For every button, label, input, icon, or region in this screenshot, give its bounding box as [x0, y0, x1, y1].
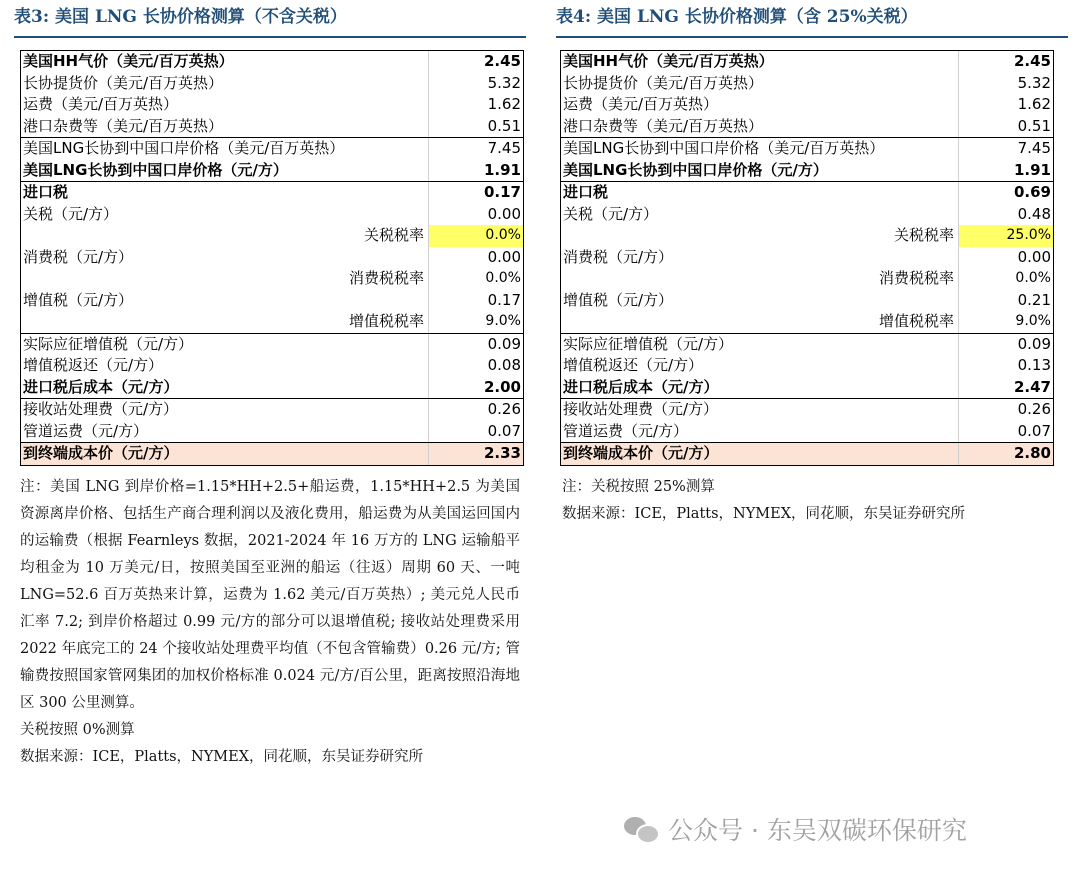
table-row — [561, 94, 1053, 116]
row-label: 消费税（元/方） — [21, 247, 429, 269]
row-label: 运费（美元/百万英热） — [21, 94, 429, 116]
table-row — [21, 311, 523, 333]
row-value: 7.45 — [1017, 139, 1051, 157]
table-row — [561, 73, 1053, 95]
row-value: 0.00 — [1017, 247, 1051, 266]
row-label: 增值税税率 — [21, 311, 429, 333]
table-row — [21, 116, 523, 138]
row-value: 9.0% — [485, 313, 521, 329]
row-label: 管道运费（元/方） — [561, 421, 959, 443]
note-paragraph: 关税按照 0%测算 — [20, 721, 135, 738]
row-value: 1.62 — [487, 95, 521, 113]
row-label: 美国LNG长协到中国口岸价格（元/方） — [21, 160, 429, 182]
row-label: 消费税税率 — [561, 268, 959, 290]
row-label: 长协提货价（美元/百万英热） — [21, 73, 429, 95]
row-value: 0.0% — [1015, 270, 1051, 286]
row-label: 消费税（元/方） — [561, 247, 959, 269]
row-label: 增值税（元/方） — [21, 290, 429, 312]
table-row — [21, 160, 523, 182]
table-row — [21, 333, 523, 356]
row-value: 0.00 — [487, 247, 521, 266]
row-value: 0.21 — [1017, 290, 1051, 309]
table-row — [561, 421, 1053, 443]
table-row — [561, 51, 1053, 73]
wechat-icon — [624, 815, 660, 843]
table-row — [21, 398, 523, 421]
row-label: 进口税后成本（元/方） — [21, 377, 429, 399]
table-row — [561, 268, 1053, 290]
row-label: 美国LNG长协到中国口岸价格（美元/百万英热） — [561, 138, 959, 160]
row-label: 接收站处理费（元/方） — [21, 399, 429, 421]
table-row — [561, 181, 1053, 204]
row-value: 25.0% — [959, 225, 1053, 247]
row-value: 2.80 — [1013, 444, 1051, 462]
row-value: 0.26 — [487, 400, 521, 418]
row-value: 0.09 — [1017, 334, 1051, 353]
row-label: 进口税后成本（元/方） — [561, 377, 959, 399]
row-value: 9.0% — [1015, 313, 1051, 329]
table-4-notes — [556, 474, 1068, 528]
row-label: 关税税率 — [21, 225, 429, 247]
row-value: 1.91 — [1013, 160, 1051, 179]
row-label: 进口税 — [561, 182, 959, 204]
row-label: 长协提货价（美元/百万英热） — [561, 73, 959, 95]
table-row — [561, 442, 1053, 465]
table-row — [21, 73, 523, 95]
row-value: 0.17 — [487, 290, 521, 309]
row-label: 接收站处理费（元/方） — [561, 399, 959, 421]
row-label: 港口杂费等（美元/百万英热） — [561, 116, 959, 138]
watermark-text: 公众号 · 东吴双碳环保研究 — [668, 816, 967, 845]
table-row — [561, 290, 1053, 312]
table-row — [21, 247, 523, 269]
row-value: 2.00 — [483, 377, 521, 396]
row-label: 增值税税率 — [561, 311, 959, 333]
table-row — [21, 421, 523, 443]
table-3-notes — [14, 474, 520, 771]
table-row — [561, 333, 1053, 356]
table-row — [21, 94, 523, 116]
table-row — [21, 290, 523, 312]
row-value: 0.09 — [487, 334, 521, 353]
row-value: 0.48 — [1017, 204, 1051, 223]
row-label: 关税（元/方） — [561, 204, 959, 226]
row-label: 运费（美元/百万英热） — [561, 94, 959, 116]
row-label: 消费税税率 — [21, 268, 429, 290]
row-label: 到终端成本价（元/方） — [21, 443, 429, 465]
row-label: 关税税率 — [561, 225, 959, 247]
row-label: 实际应征增值税（元/方） — [561, 334, 959, 356]
table-row — [21, 51, 523, 73]
row-value: 0.07 — [487, 421, 521, 440]
table-row — [21, 181, 523, 204]
table-4-sheet — [560, 50, 1054, 466]
row-value: 2.33 — [483, 444, 521, 462]
row-value: 0.07 — [1017, 421, 1051, 440]
table-row — [561, 137, 1053, 160]
row-label: 美国HH气价（美元/百万英热） — [561, 51, 959, 73]
table-row — [21, 377, 523, 399]
table-row — [21, 268, 523, 290]
table-3-panel — [14, 0, 526, 771]
row-value: 5.32 — [487, 73, 521, 92]
row-label: 增值税（元/方） — [561, 290, 959, 312]
row-value: 0.00 — [487, 204, 521, 223]
row-label: 美国HH气价（美元/百万英热） — [21, 51, 429, 73]
note-paragraph: 注：关税按照 25%测算 — [562, 478, 715, 495]
table-4-panel — [556, 0, 1068, 528]
note-paragraph: 注：美国 LNG 到岸价格=1.15*HH+2.5+船运费，1.15*HH+2.5 为美国资源离岸价格、包括生产商合理利润以及液化费用，船运费为从美国运回国内的运输费（根据 Fearnleys 数据，2021-2024 年 16 万方的 LNG 运输船平均租金为 10 万美元/日，按照美国至亚洲的船运（往返）周期 60 天、一吨 LNG=52.6 百万英热来计算，运费为 1.62 美元/百万英热）; 美元兑人民币汇率 7.2; 到岸价格超过 0.99 元/方的部分可以退增值税; 接收站处理费采用 2022 年底完工的 24 个接收站处理费平均值（不包含管输费）0.26 元/方; 管输费按照国家管网集团的加权价格标准 0.024 元/方/百公里，距离按照沿海地区 300 公里测算。 — [20, 478, 520, 711]
row-value: 0.0% — [485, 270, 521, 286]
note-paragraph: 数据来源：ICE，Platts，NYMEX，同花顺，东吴证券研究所 — [562, 505, 966, 522]
row-label: 美国LNG长协到中国口岸价格（美元/百万英热） — [21, 138, 429, 160]
row-value: 1.91 — [483, 160, 521, 179]
row-label: 到终端成本价（元/方） — [561, 443, 959, 465]
table-row — [561, 204, 1053, 226]
row-value: 0.51 — [1017, 116, 1051, 135]
note-paragraph: 数据来源：ICE，Platts，NYMEX，同花顺，东吴证券研究所 — [20, 748, 424, 765]
table-row — [561, 225, 1053, 247]
table-row — [21, 225, 523, 247]
row-value: 0.13 — [1017, 356, 1051, 374]
row-value: 2.45 — [483, 52, 521, 70]
row-label: 增值税返还（元/方） — [561, 355, 959, 377]
table-row — [21, 355, 523, 377]
table-row — [561, 116, 1053, 138]
table-4-title: 表4: 美国 LNG 长协价格测算（含 25%关税） — [556, 0, 1068, 38]
table-row — [561, 311, 1053, 333]
table-3-title: 表3: 美国 LNG 长协价格测算（不含关税） — [14, 0, 526, 38]
table-row — [561, 160, 1053, 182]
row-label: 管道运费（元/方） — [21, 421, 429, 443]
row-value: 5.32 — [1017, 73, 1051, 92]
table-3-sheet — [20, 50, 524, 466]
row-value: 0.26 — [1017, 400, 1051, 418]
table-row — [561, 247, 1053, 269]
table-row — [561, 355, 1053, 377]
row-value: 0.51 — [487, 116, 521, 135]
row-value: 2.47 — [1013, 377, 1051, 396]
table-row — [21, 442, 523, 465]
row-value: 0.69 — [1013, 183, 1051, 201]
row-value: 0.17 — [483, 183, 521, 201]
wechat-watermark — [624, 812, 967, 846]
table-row — [21, 204, 523, 226]
table-row — [561, 377, 1053, 399]
row-label: 港口杂费等（美元/百万英热） — [21, 116, 429, 138]
row-value: 0.0% — [429, 225, 523, 247]
row-value: 7.45 — [487, 139, 521, 157]
row-label: 进口税 — [21, 182, 429, 204]
row-label: 实际应征增值税（元/方） — [21, 334, 429, 356]
table-row — [21, 137, 523, 160]
row-label: 增值税返还（元/方） — [21, 355, 429, 377]
row-label: 美国LNG长协到中国口岸价格（元/方） — [561, 160, 959, 182]
row-value: 1.62 — [1017, 95, 1051, 113]
row-value: 2.45 — [1013, 52, 1051, 70]
row-value: 0.08 — [487, 356, 521, 374]
table-row — [561, 398, 1053, 421]
row-label: 关税（元/方） — [21, 204, 429, 226]
